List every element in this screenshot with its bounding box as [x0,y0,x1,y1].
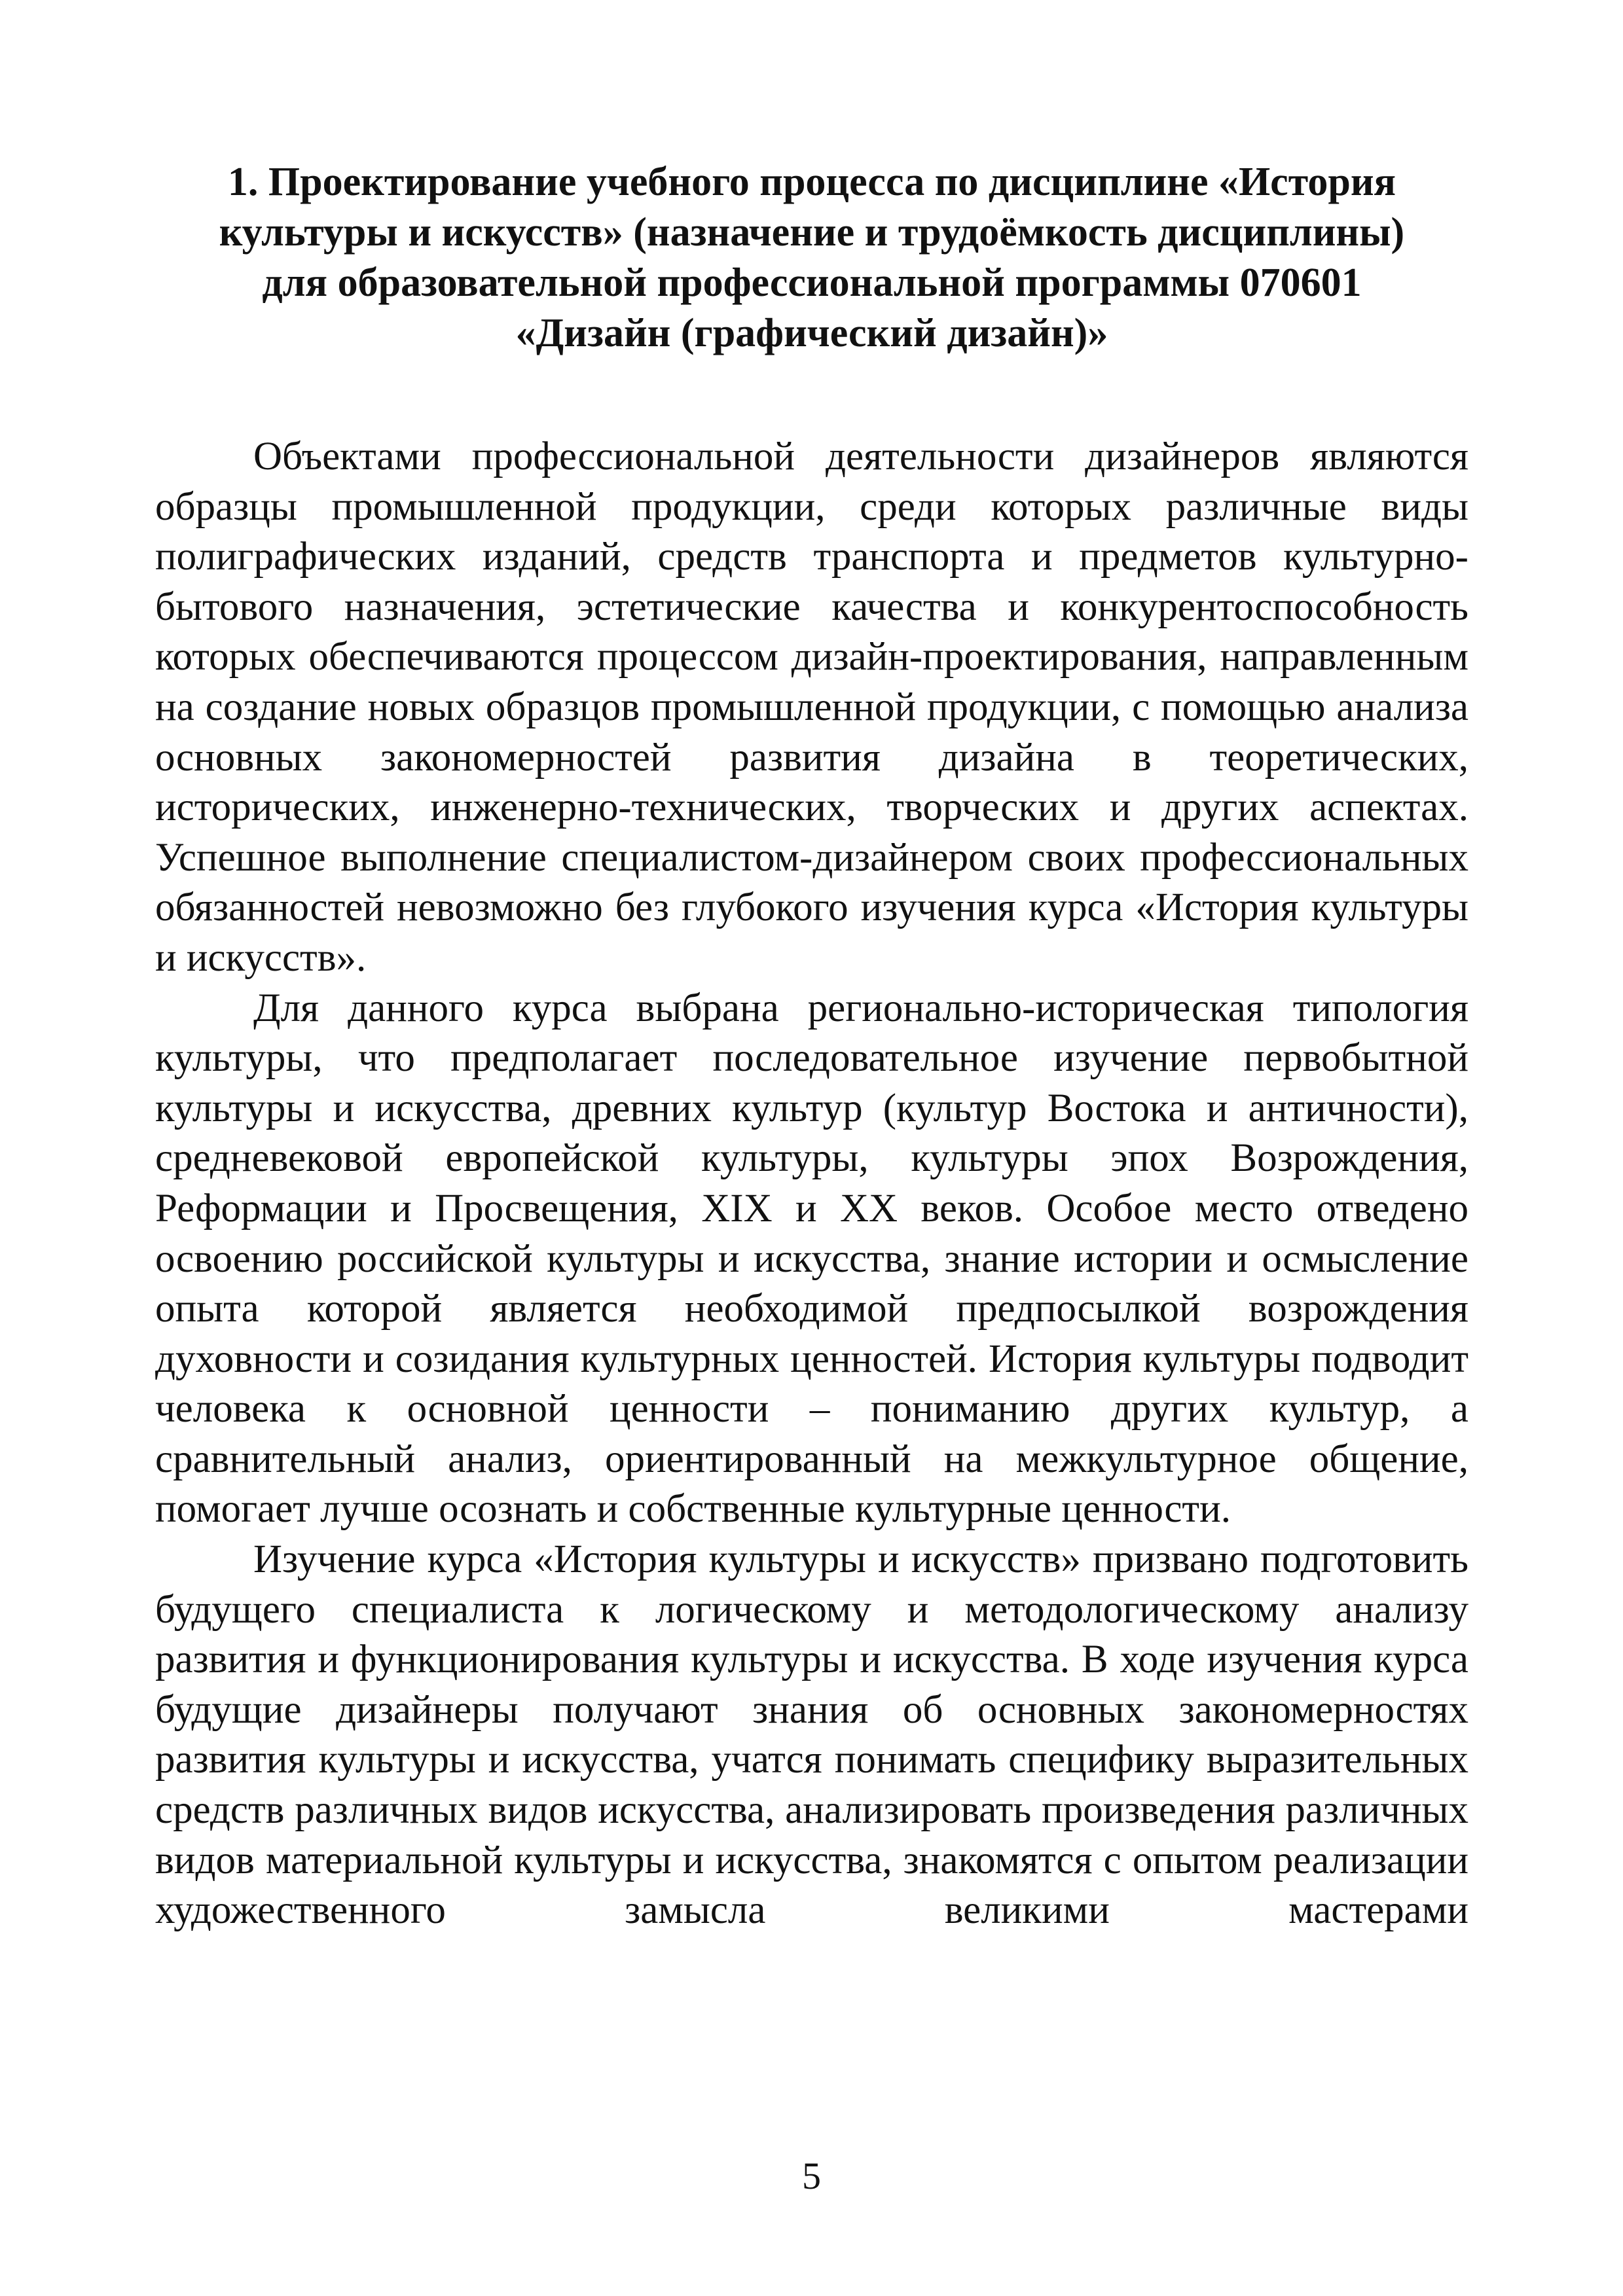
paragraph-course-goals: Изучение курса «История культуры и искусств» призвано подготовить будущего специалиста к логическому и методологическому анализу развития и функционирования культуры и искусства. В ходе изучения курса будущие дизайнеры получают знания об основных закономерностях развития культуры и искусства, учатся понимать специфику выразительных средств различных видов искусства, анализировать произведения различных видов материальной культуры и искусства, знакомятся с опытом реализации художественного замысла великими мастерами [155,1537,1468,1933]
section-heading [155,157,1468,359]
document-page [155,157,1468,1936]
page-number: 5 [802,2155,821,2197]
body-text [155,432,1468,1936]
paragraph-objects-of-activity: Объектами профессиональной деятельности дизайнеров являются образцы промышленной продукции, среди которых различные виды полиграфических изданий, средств транспорта и предметов культурно-бытового назначения, эстетические качества и конкурентоспособность которых обеспечиваются процессом дизайн-проектирования, направленным на создание новых образцов промышленной продукции, с помощью анализа основных закономерностей развития дизайна в теоретических, исторических, инженерно-технических, творческих и других аспектах. Успешное выполнение специалистом-дизайнером своих профессиональных обязанностей невозможно без глубокого изучения курса «История культуры и искусств». [155,435,1468,980]
paragraph-course-typology: Для данного курса выбрана регионально-историческая типология культуры, что предполагает последовательное изучение первобытной культуры и искусства, древних культур (культур Востока и античности), средневековой европейской культуры, культуры эпох Возрождения, Реформации и Просвещения, XIX и XX веков. Особое место отведено освоению российской культуры и искусства, знание истории и осмысление опыта которой является необходимой предпосылкой возрождения духовности и созидания культурных ценностей. История культуры подводит человека к основной ценности – пониманию других культур, а сравнительный анализ, ориентированный на межкультурное общение, помогает лучше осознать и собственные культурные ценности. [155,986,1468,1532]
heading-line: 1. Проектирование учебного процесса по дисциплине «История [227,160,1396,204]
heading-line: «Дизайн (графический дизайн)» [515,311,1108,355]
heading-line: для образовательной профессиональной программы 070601 [262,260,1362,305]
heading-line: культуры и искусств» (назначение и трудоёмкость дисциплины) [219,210,1405,255]
